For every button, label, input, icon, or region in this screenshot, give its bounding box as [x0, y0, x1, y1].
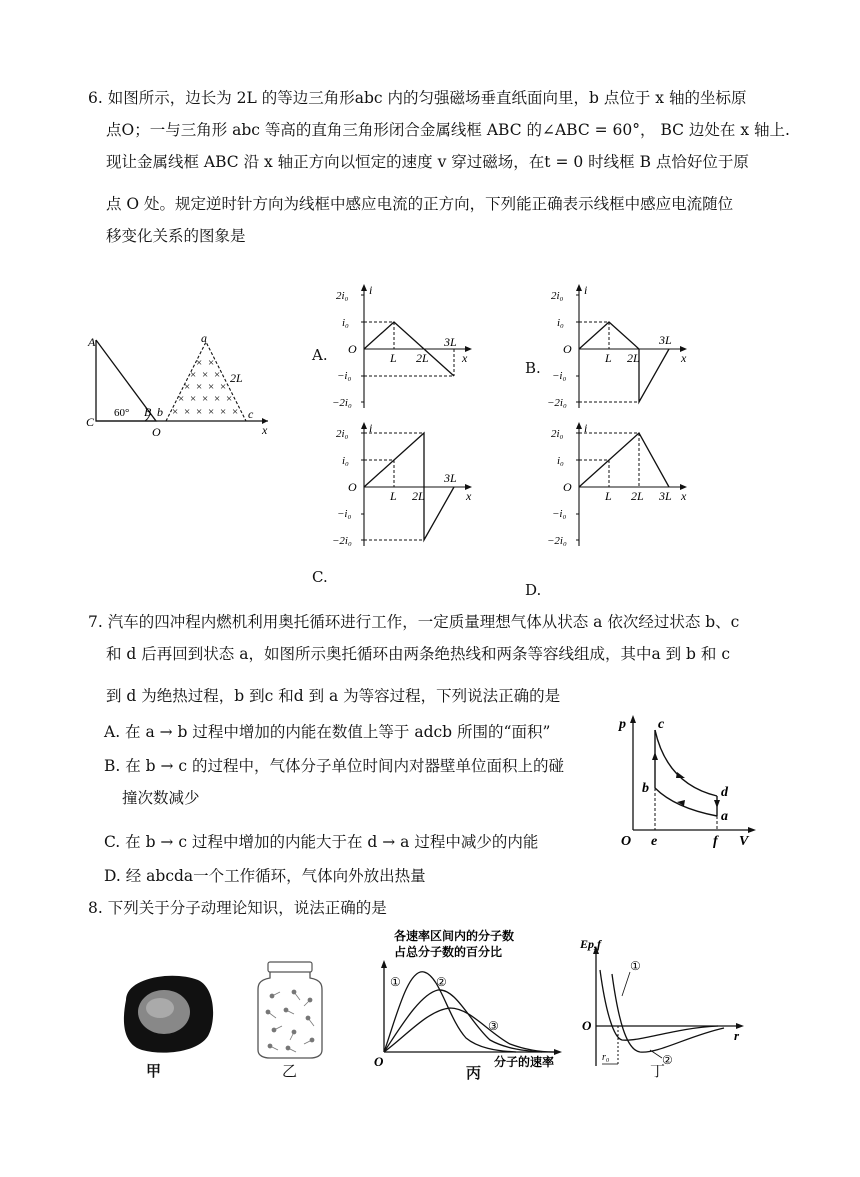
pv-label-c: c — [658, 717, 665, 732]
tick-2L: 2L — [416, 351, 429, 365]
origin-label: O — [563, 342, 572, 356]
origin-label: O — [348, 480, 357, 494]
ding-ylabel: Ep,f — [580, 937, 601, 951]
svg-text:×: × — [220, 406, 227, 418]
svg-text:×: × — [172, 406, 179, 418]
figure-jia-image — [112, 970, 222, 1060]
q7-option-A: A. 在 a → b 过程中增加的内能在数值上等于 adcb 所围的“面积” — [104, 723, 551, 741]
figure-bing-graph — [366, 928, 566, 1068]
tick-L: L — [605, 351, 612, 365]
fig-label-x: x — [262, 423, 268, 437]
ding-r0: r₀ — [602, 1052, 610, 1063]
tick-neg-2i0: −2i₀ — [547, 397, 567, 409]
q7-line3: 到 d 为绝热过程，b 到c 和d 到 a 为等容过程，下列说法正确的是 — [106, 687, 561, 705]
tick-i0: i₀ — [342, 455, 349, 467]
fig-label-A: A — [88, 335, 96, 349]
fig-label-O: O — [152, 425, 161, 439]
tick-L: L — [390, 489, 397, 503]
tick-neg-2i0: −2i₀ — [332, 397, 352, 409]
q6-line3: 现让金属线框 ABC 沿 x 轴正方向以恒定的速度 v 穿过磁场，在t = 0 时线框 B 点恰好位于原 — [106, 153, 749, 171]
q6-line2: 点O；一与三角形 abc 等高的直角三角形闭合金属线框 ABC 的∠ABC = 60°， BC 边处在 x 轴上. — [106, 121, 790, 139]
pv-diagram — [615, 712, 765, 852]
option-A-label: A. — [312, 346, 328, 364]
pv-label-d: d — [721, 785, 728, 800]
option-B-label: B. — [525, 359, 541, 377]
tick-3L: 3L — [444, 335, 457, 349]
q7-option-C: C. 在 b → c 过程中增加的内能大于在 d → a 过程中减少的内能 — [104, 833, 539, 851]
caption-bing: 丙 — [466, 1064, 482, 1082]
caption-ding: 丁 — [650, 1062, 666, 1080]
graph-B — [547, 282, 697, 412]
q6-line1: 6. 如图所示，边长为 2L 的等边三角形abc 内的匀强磁场垂直纸面向里，b 点位于 x 轴的坐标原 — [88, 89, 747, 107]
tick-L: L — [390, 351, 397, 365]
bing-title-1: 各速率区间内的分子数 — [394, 929, 515, 943]
bing-origin: O — [374, 1054, 384, 1068]
q7-option-D: D. 经 abcda一个工作循环，气体向外放出热量 — [104, 867, 426, 885]
origin-label: O — [563, 480, 572, 494]
axis-i-label: i — [584, 283, 588, 297]
axis-i-label: i — [369, 283, 373, 297]
figure-ding-graph — [578, 936, 748, 1076]
fig-label-b: b — [157, 405, 163, 419]
svg-text:×: × — [232, 406, 239, 418]
svg-text:×: × — [178, 393, 185, 405]
axis-i-label: i — [584, 421, 588, 435]
q7-line2: 和 d 后再回到状态 a，如图所示奥托循环由两条绝热线和两条等容线组成，其中a 到 b 和 c — [106, 645, 730, 663]
pv-label-b: b — [642, 781, 649, 796]
option-C-label: C. — [312, 568, 328, 586]
svg-text:×: × — [202, 393, 209, 405]
q7-option-B-line2: 撞次数减少 — [122, 789, 200, 807]
svg-text:×: × — [202, 369, 209, 381]
svg-text:×: × — [196, 357, 203, 369]
ding-origin: O — [582, 1018, 592, 1033]
q6-figure — [82, 330, 282, 440]
tick-3L: 3L — [659, 333, 672, 347]
tick-2L: 2L — [627, 351, 640, 365]
tick-neg-i0: −i₀ — [337, 508, 352, 520]
q8-line1: 8. 下列关于分子动理论知识，说法正确的是 — [88, 899, 387, 917]
tick-neg-i0: −i₀ — [552, 370, 567, 382]
figure-yi-jar — [250, 960, 330, 1060]
tick-3L: 3L — [659, 489, 672, 503]
tick-2i0: 2i₀ — [336, 428, 349, 440]
tick-2L: 2L — [631, 489, 644, 503]
svg-text:×: × — [208, 357, 215, 369]
tick-neg-2i0: −2i₀ — [332, 535, 352, 547]
tick-2i0: 2i₀ — [551, 428, 564, 440]
svg-text:×: × — [214, 393, 221, 405]
q6-line4: 点 O 处。规定逆时针方向为线框中感应电流的正方向，下列能正确表示线框中感应电流随位 — [106, 195, 734, 213]
pv-label-f: f — [713, 834, 718, 849]
svg-text:×: × — [208, 381, 215, 393]
fig-label-a: a — [201, 331, 207, 345]
bing-curve-1: ① — [390, 975, 401, 989]
fig-label-c: c — [248, 407, 254, 421]
graph-C — [332, 420, 482, 550]
q7-option-B-line1: B. 在 b → c 的过程中，气体分子单位时间内对器壁单位面积上的碰 — [104, 757, 565, 775]
svg-text:×: × — [208, 406, 215, 418]
svg-text:×: × — [190, 393, 197, 405]
pv-label-p: p — [619, 717, 626, 732]
caption-yi: 乙 — [282, 1062, 298, 1080]
tick-2i0: 2i₀ — [551, 290, 564, 302]
axis-x-label: x — [681, 351, 687, 365]
fig-label-C: C — [86, 415, 95, 429]
tick-i0: i₀ — [557, 455, 564, 467]
svg-text:×: × — [196, 381, 203, 393]
fig-label-2L: 2L — [230, 371, 243, 385]
svg-text:×: × — [190, 369, 197, 381]
pv-label-V: V — [739, 834, 749, 849]
axis-x-label: x — [462, 351, 468, 365]
svg-text:×: × — [196, 406, 203, 418]
tick-neg-i0: −i₀ — [552, 508, 567, 520]
axis-x-label: x — [681, 489, 687, 503]
bing-curve-3: ③ — [488, 1019, 499, 1033]
caption-jia: 甲 — [146, 1062, 162, 1080]
fig-label-angle: 60° — [114, 407, 130, 419]
svg-text:×: × — [226, 393, 233, 405]
origin-label: O — [348, 342, 357, 356]
axis-i-label: i — [369, 421, 373, 435]
bing-xlabel: 分子的速率 — [494, 1055, 555, 1068]
axis-x-label: x — [466, 489, 472, 503]
svg-text:×: × — [184, 406, 191, 418]
svg-text:×: × — [184, 381, 191, 393]
tick-neg-i0: −i₀ — [337, 370, 352, 382]
pv-label-a: a — [721, 809, 728, 824]
tick-L: L — [605, 489, 612, 503]
fig-label-B: B — [144, 405, 152, 419]
ding-curve-1: ① — [630, 959, 641, 973]
tick-2i0: 2i₀ — [336, 290, 349, 302]
pv-label-e: e — [651, 834, 658, 849]
svg-text:×: × — [220, 381, 227, 393]
pv-label-O: O — [621, 834, 632, 849]
q6-line5: 移变化关系的图象是 — [106, 227, 246, 245]
q7-line1: 7. 汽车的四冲程内燃机利用奥托循环进行工作，一定质量理想气体从状态 a 依次经过状态 b、c — [88, 613, 740, 631]
bing-title-2: 占总分子数的百分比 — [394, 945, 503, 959]
svg-text:×: × — [214, 369, 221, 381]
tick-i0: i₀ — [557, 317, 564, 329]
option-D-label: D. — [525, 581, 542, 599]
bing-curve-2: ② — [436, 975, 447, 989]
ding-axis-r: r — [734, 1028, 740, 1043]
tick-i0: i₀ — [342, 317, 349, 329]
ding-curve-2: ② — [662, 1053, 673, 1067]
tick-2L: 2L — [412, 489, 425, 503]
tick-3L: 3L — [444, 471, 457, 485]
graph-A — [332, 282, 482, 412]
tick-neg-2i0: −2i₀ — [547, 535, 567, 547]
graph-D — [547, 420, 697, 550]
